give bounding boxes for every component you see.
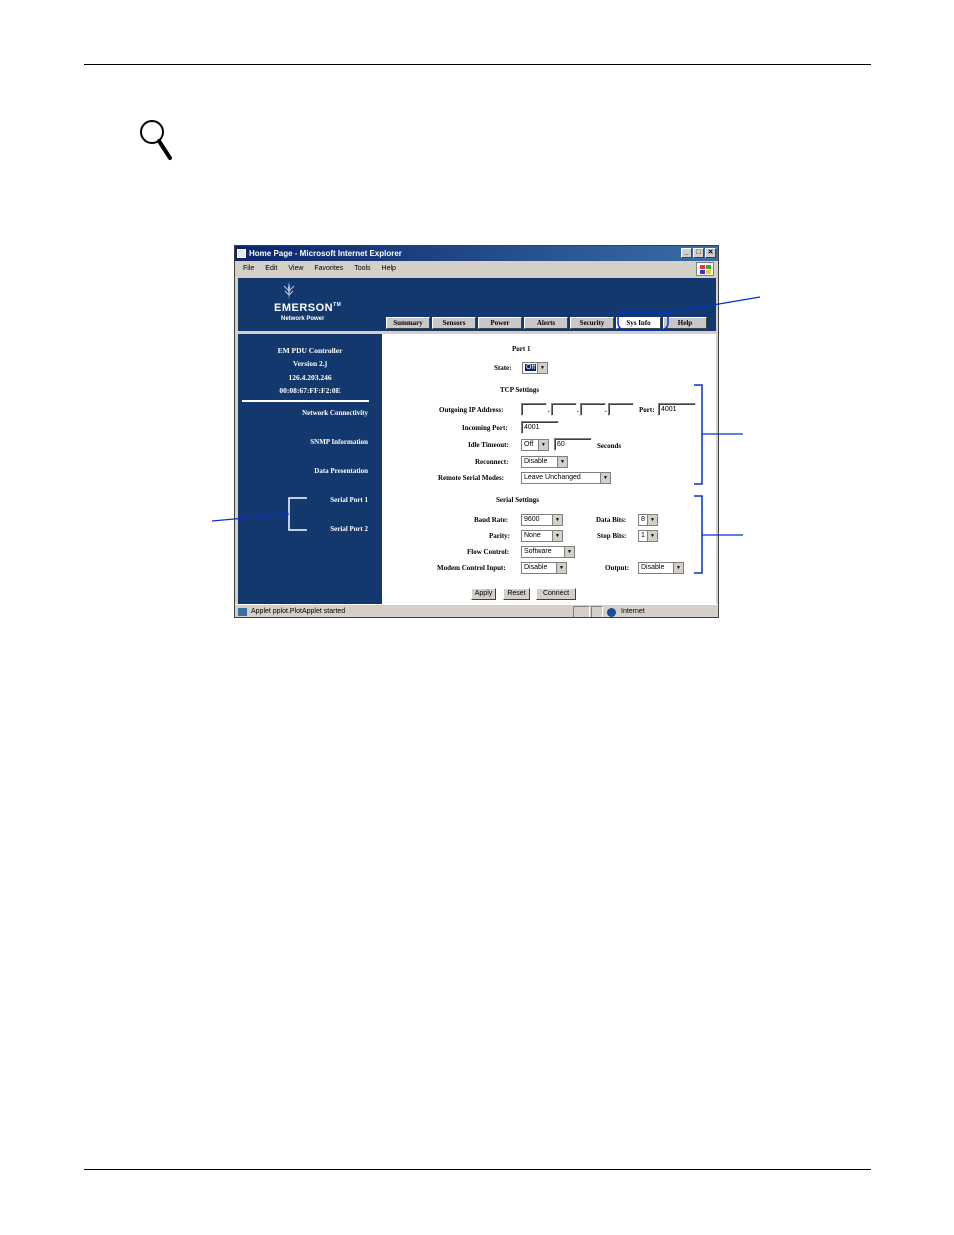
- state-label: State:: [494, 364, 512, 372]
- connect-button[interactable]: Connect: [536, 588, 576, 600]
- port-input[interactable]: 4001: [658, 403, 696, 416]
- status-cell: [591, 606, 603, 618]
- outgoing-ip-label: Outgoing IP Address:: [439, 406, 504, 414]
- nav-tabs: [386, 317, 707, 329]
- ip-octet-3-input[interactable]: [580, 403, 606, 416]
- reconnect-select[interactable]: Disable ▼: [521, 456, 568, 468]
- chevron-down-icon: ▼: [552, 515, 562, 525]
- sidebar: [238, 334, 382, 604]
- maximize-button[interactable]: □: [693, 248, 704, 258]
- reset-button[interactable]: Reset: [503, 588, 530, 600]
- controller-mac: 00:08:67:FF:F2:0E: [279, 385, 341, 395]
- incoming-port-input[interactable]: 4001: [521, 421, 559, 434]
- brand-name: EMERSON™: [274, 302, 342, 314]
- remote-serial-select[interactable]: Leave Unchanged ▼: [521, 472, 611, 484]
- idle-timeout-label: Idle Timeout:: [468, 441, 509, 449]
- controller-name: EM PDU Controller: [277, 346, 343, 355]
- magnifier-note-icon: [138, 118, 178, 162]
- sidebar-item-data-presentation[interactable]: Data Presentation: [314, 467, 368, 475]
- sidebar-item-serial-port-1[interactable]: Serial Port 1: [330, 496, 368, 504]
- menu-tools[interactable]: Tools: [354, 265, 371, 272]
- ip-dot: .: [548, 406, 550, 414]
- sidebar-item-snmp-information[interactable]: SNMP Information: [310, 438, 368, 446]
- idle-timeout-unit: Seconds: [597, 442, 622, 450]
- settings-form: [382, 334, 716, 604]
- modem-input-select[interactable]: Disable ▼: [521, 562, 567, 574]
- idle-timeout-select[interactable]: Off ▼: [521, 439, 549, 451]
- chevron-down-icon: ▼: [673, 563, 683, 573]
- modem-input-label: Modem Control Input:: [437, 564, 506, 572]
- apply-button[interactable]: Apply: [471, 588, 496, 600]
- data-bits-select[interactable]: 8 ▼: [638, 514, 658, 526]
- ip-octet-2-input[interactable]: [551, 403, 577, 416]
- tab-sensors[interactable]: Sensors: [432, 317, 476, 329]
- output-select[interactable]: Disable ▼: [638, 562, 684, 574]
- ip-dot: .: [605, 406, 607, 414]
- emerson-banner: [238, 278, 716, 331]
- reconnect-label: Reconnect:: [475, 458, 509, 466]
- menu-file[interactable]: File: [243, 265, 255, 272]
- chevron-down-icon: ▼: [556, 563, 566, 573]
- menu-view[interactable]: View: [288, 265, 304, 272]
- tab-summary[interactable]: Summary: [386, 317, 430, 329]
- title-bar: [235, 246, 718, 261]
- flow-control-select[interactable]: Software ▼: [521, 546, 575, 558]
- chevron-down-icon: ▼: [537, 363, 547, 373]
- window-title: Home Page - Microsoft Internet Explorer: [249, 249, 402, 258]
- menu-bar: [235, 262, 718, 276]
- ie-page-icon: [237, 249, 246, 258]
- chevron-down-icon: ▼: [600, 473, 610, 483]
- stop-bits-select[interactable]: 1 ▼: [638, 530, 658, 542]
- port-label: Port:: [639, 406, 655, 414]
- tab-power[interactable]: Power: [478, 317, 522, 329]
- remote-serial-label: Remote Serial Modes:: [438, 474, 505, 482]
- applet-icon: [238, 608, 247, 616]
- stop-bits-label: Stop Bits:: [597, 532, 627, 540]
- chevron-down-icon: ▼: [552, 531, 562, 541]
- tcp-settings-title: TCP Settings: [500, 386, 540, 394]
- menu-help[interactable]: Help: [381, 265, 396, 272]
- controller-ip: 126.4.203.246: [288, 372, 332, 382]
- browser-window: [234, 245, 719, 618]
- tab-security[interactable]: Security: [570, 317, 614, 329]
- status-zone: Internet: [621, 608, 645, 615]
- flow-control-label: Flow Control:: [467, 548, 510, 556]
- tab-alerts[interactable]: Alerts: [524, 317, 568, 329]
- controller-info: [238, 344, 382, 397]
- emerson-logo-icon: [282, 282, 296, 300]
- chevron-down-icon: ▼: [538, 440, 548, 450]
- sidebar-divider: [242, 400, 369, 402]
- status-bar: [235, 604, 718, 618]
- controller-version: Version 2.j: [292, 359, 328, 369]
- output-label: Output:: [605, 564, 630, 572]
- parity-label: Parity:: [489, 532, 510, 540]
- sidebar-item-serial-port-2[interactable]: Serial Port 2: [330, 525, 368, 533]
- idle-timeout-input[interactable]: 60: [554, 438, 592, 451]
- parity-select[interactable]: None ▼: [521, 530, 563, 542]
- windows-flag-icon: [696, 262, 714, 276]
- incoming-port-label: Incoming Port:: [462, 424, 508, 432]
- baud-rate-select[interactable]: 9600 ▼: [521, 514, 563, 526]
- tab-sys-info[interactable]: Sys Info: [616, 317, 661, 329]
- ip-octet-1-input[interactable]: [521, 403, 547, 416]
- ip-dot: .: [577, 406, 579, 414]
- menu-edit[interactable]: Edit: [265, 265, 278, 272]
- state-select[interactable]: Off ▼: [522, 362, 548, 374]
- close-button[interactable]: ✕: [705, 248, 716, 258]
- sidebar-item-network-connectivity[interactable]: Network Connectivity: [302, 409, 368, 417]
- serial-settings-title: Serial Settings: [496, 496, 539, 504]
- tab-help[interactable]: Help: [663, 317, 707, 329]
- chevron-down-icon: ▼: [647, 531, 657, 541]
- brand-subtitle: Network Power: [281, 316, 325, 322]
- minimize-button[interactable]: _: [681, 248, 692, 258]
- ip-octet-4-input[interactable]: [608, 403, 634, 416]
- status-text: Applet pplot.PlotApplet started: [251, 608, 346, 615]
- menu-favorites[interactable]: Favorites: [314, 265, 344, 272]
- footer-rule: [84, 1169, 871, 1170]
- chevron-down-icon: ▼: [647, 515, 657, 525]
- chevron-down-icon: ▼: [557, 457, 567, 467]
- chevron-down-icon: ▼: [564, 547, 574, 557]
- status-cell: [573, 606, 590, 618]
- globe-icon: [607, 608, 616, 617]
- header-rule: [84, 64, 871, 65]
- data-bits-label: Data Bits:: [596, 516, 627, 524]
- port-title: Port 1: [512, 345, 531, 353]
- baud-rate-label: Baud Rate:: [474, 516, 509, 524]
